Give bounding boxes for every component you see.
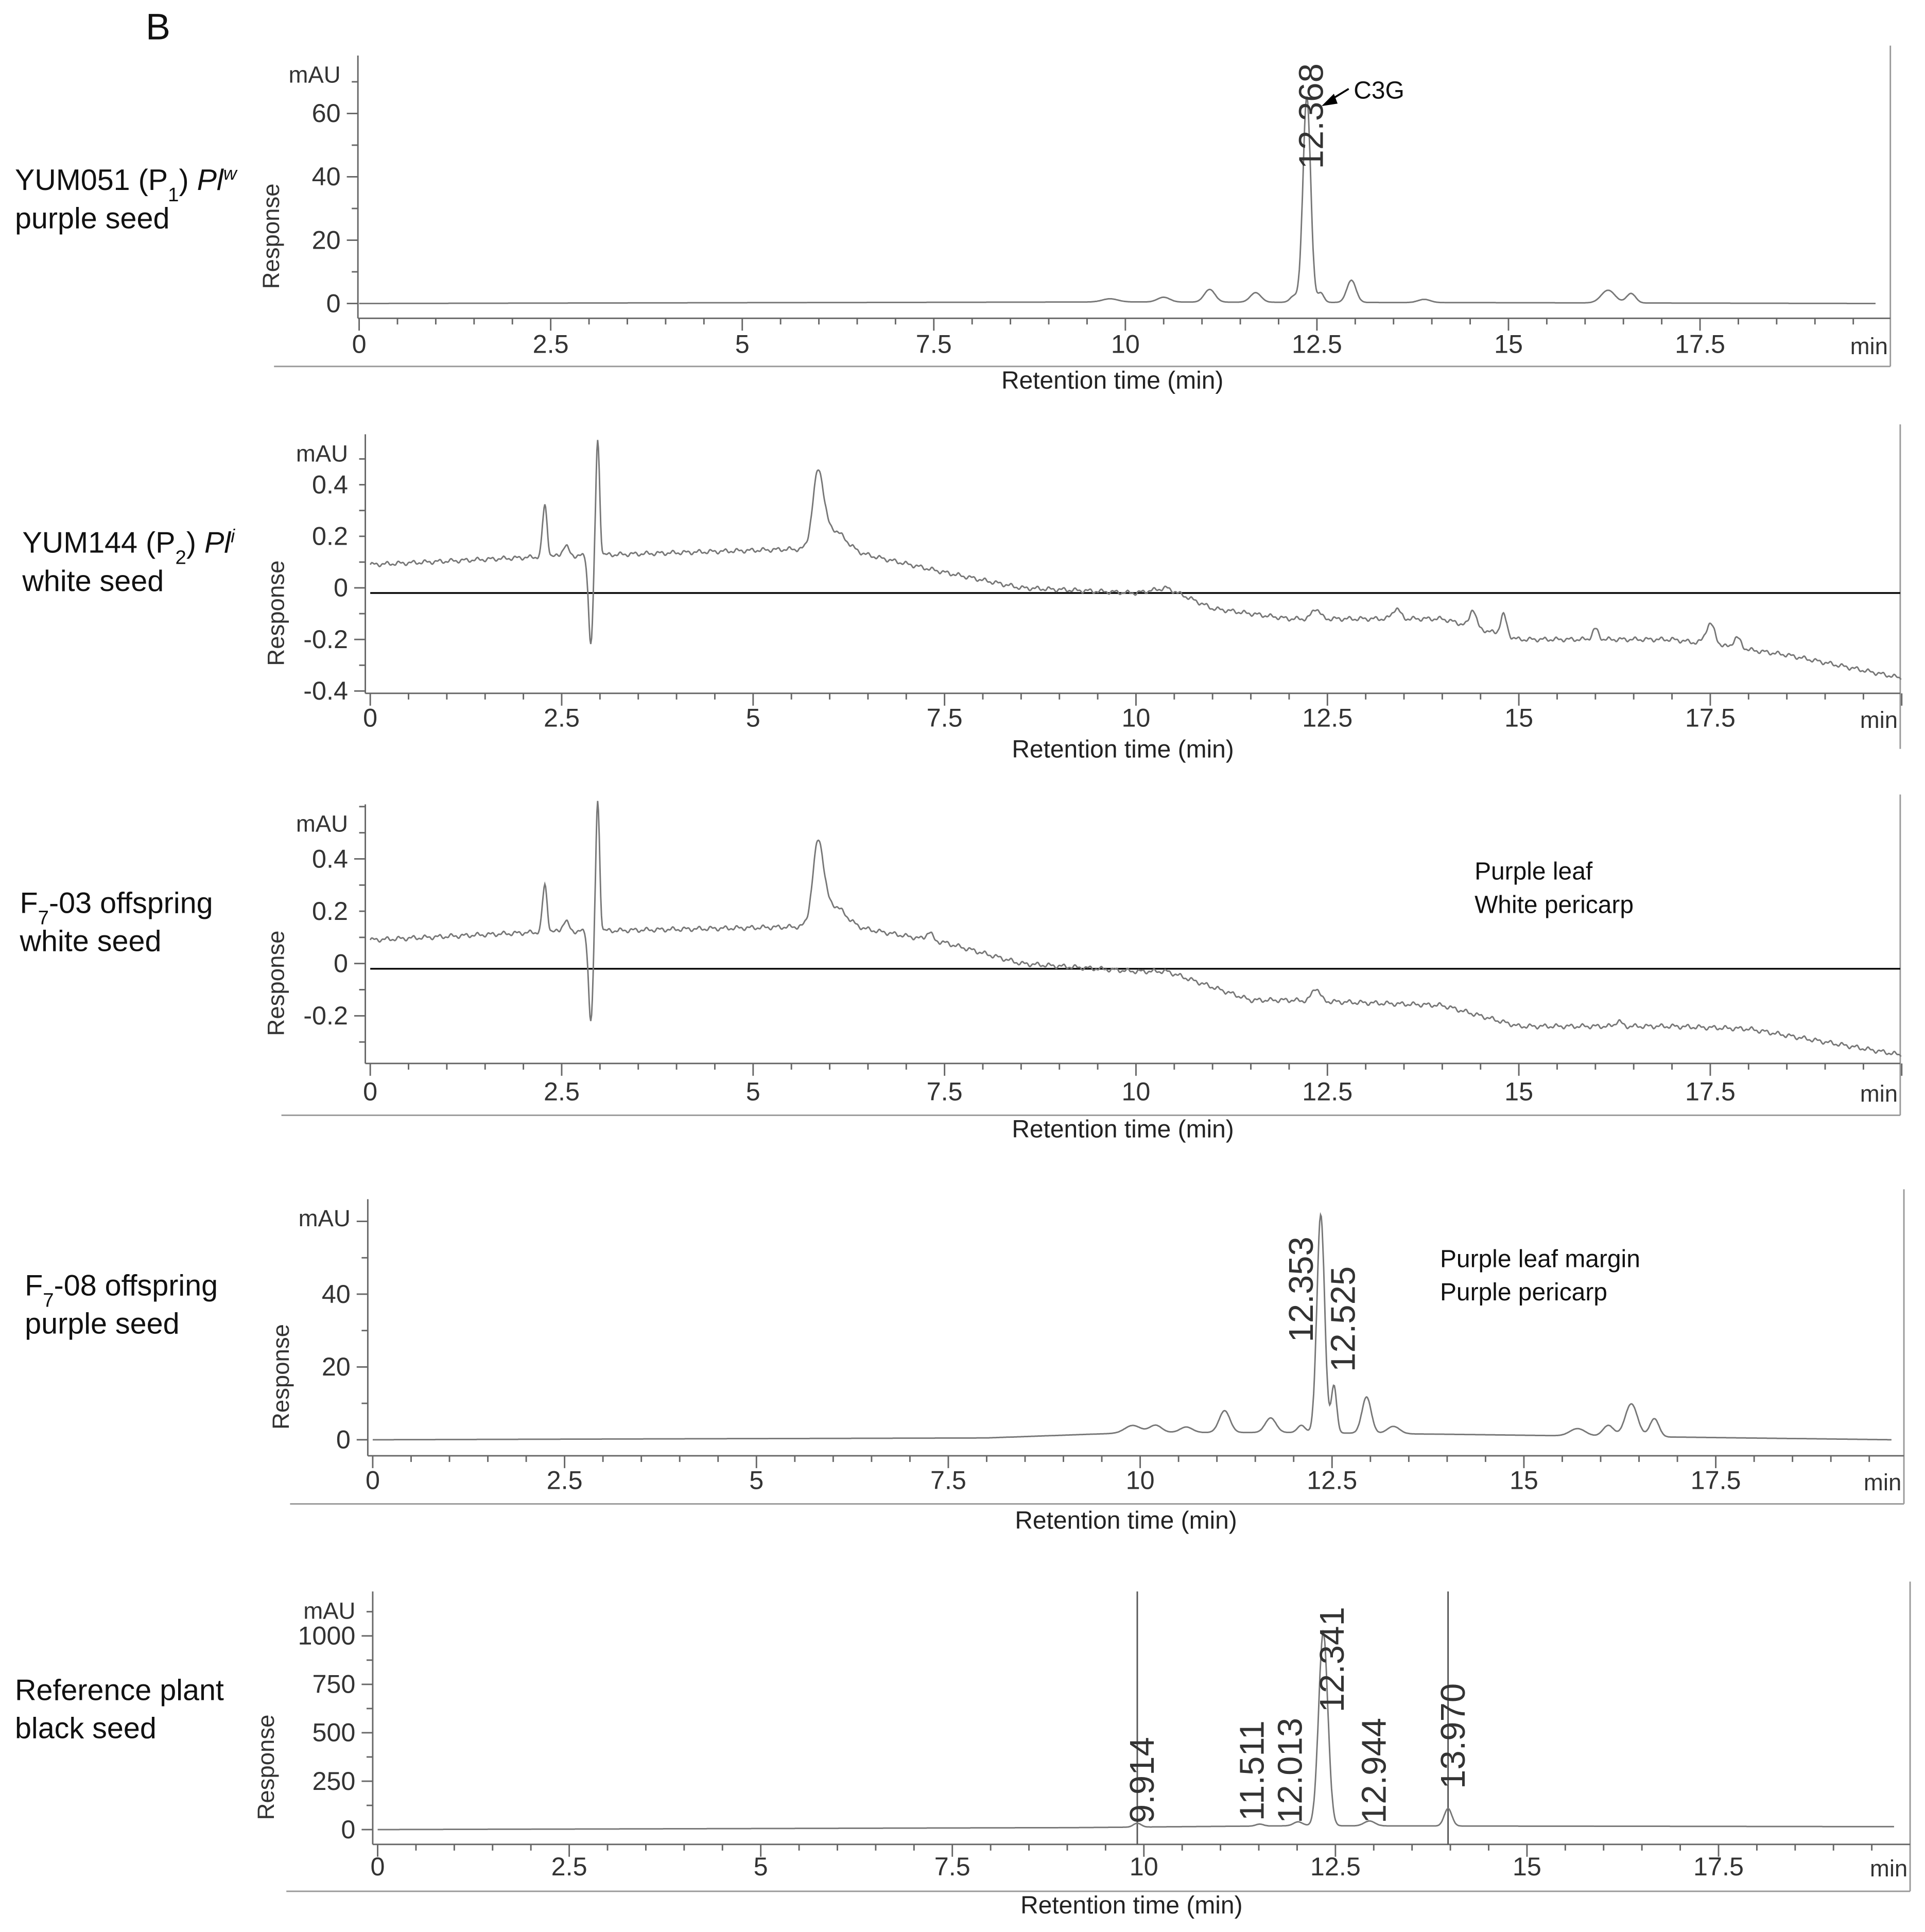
sample-label-line	[15, 1712, 157, 1745]
sample-label-segment: 2	[175, 546, 186, 569]
x-tick-label: 17.5	[1690, 1465, 1741, 1495]
y-axis-title: Response	[267, 1324, 294, 1430]
x-tick-label: 12.5	[1291, 329, 1342, 359]
chromatogram-panel-5	[15, 1581, 1910, 1919]
y-tick-label: 0.2	[312, 521, 349, 551]
sample-label-line	[22, 525, 235, 568]
x-tick-label: 15	[1512, 1851, 1541, 1881]
sample-label-segment: Pl	[204, 526, 231, 560]
sample-label-segment: F	[20, 886, 38, 920]
sample-label-segment: purple seed	[25, 1307, 180, 1341]
y-tick-label: 250	[312, 1766, 356, 1796]
peak-retention-label: 9.914	[1122, 1737, 1161, 1824]
peak-retention-label: 12.353	[1282, 1237, 1321, 1343]
y-unit-label: mAU	[303, 1597, 356, 1624]
sample-label-segment: )	[186, 526, 204, 560]
y-tick-label: 0.4	[312, 469, 349, 499]
chromatogram-panel-3	[20, 794, 1902, 1143]
sample-label-segment: white seed	[22, 564, 164, 598]
y-tick-label: 0	[334, 948, 349, 978]
sample-label-segment: black seed	[14, 1712, 157, 1745]
x-axis-title: Retention time (min)	[1015, 1507, 1237, 1535]
sample-label-segment: w	[223, 162, 237, 184]
sample-label-segment: )	[179, 164, 197, 197]
x-tick-label: 2.5	[544, 1076, 580, 1106]
x-tick-label: 7.5	[934, 1851, 970, 1881]
sample-label-segment: Pl	[197, 164, 223, 197]
x-tick-label: 10	[1121, 703, 1151, 733]
sample-label-segment: Reference plant	[14, 1674, 224, 1707]
chromatogram-panel-4	[25, 1189, 1904, 1534]
y-axis-title: Response	[257, 183, 284, 289]
y-tick-label: 0	[341, 1814, 356, 1844]
chromatogram-trace	[359, 97, 1876, 304]
x-tick-label: 5	[749, 1465, 764, 1495]
peak-retention-label: 12.341	[1313, 1607, 1352, 1713]
x-tick-label: 10	[1129, 1851, 1158, 1881]
panel-note: White pericarp	[1475, 891, 1634, 919]
x-tick-label: 17.5	[1693, 1851, 1744, 1881]
x-tick-label: 12.5	[1302, 703, 1353, 733]
peak-retention-label: 12.368	[1292, 63, 1331, 169]
x-tick-label: 15	[1509, 1465, 1538, 1495]
sample-label-line	[25, 1308, 180, 1341]
x-tick-label: 10	[1121, 1076, 1151, 1106]
sample-label-line	[22, 565, 164, 598]
chromatogram-trace	[370, 801, 1901, 1057]
panel-note: Purple leaf margin	[1440, 1245, 1640, 1273]
y-tick-label: 40	[311, 162, 341, 192]
x-tick-label: 12.5	[1307, 1465, 1358, 1495]
sample-label-line	[15, 202, 170, 235]
y-unit-label: mAU	[296, 810, 349, 837]
x-tick-label: 2.5	[544, 703, 580, 733]
y-tick-label: 0	[326, 288, 341, 318]
x-tick-label: 17.5	[1685, 703, 1736, 733]
peak-retention-label: 12.525	[1324, 1266, 1363, 1372]
panel-note: Purple leaf	[1475, 858, 1593, 885]
x-unit-label: min	[1863, 1469, 1902, 1496]
y-tick-label: 750	[312, 1669, 356, 1699]
y-tick-label: -0.2	[303, 1001, 349, 1031]
y-unit-label: mAU	[288, 61, 341, 88]
x-tick-label: 0	[352, 329, 367, 359]
chromatogram-panel-1	[15, 46, 1891, 394]
x-tick-label: 2.5	[546, 1465, 583, 1495]
sample-label-segment: i	[231, 525, 235, 547]
sample-label-line	[15, 163, 238, 206]
x-tick-label: 5	[745, 1076, 760, 1106]
y-tick-label: 40	[321, 1279, 351, 1309]
peak-retention-label: 11.511	[1233, 1720, 1272, 1821]
sample-label-segment: 1	[168, 183, 179, 206]
sample-label-line	[25, 1269, 218, 1311]
chromatogram-trace	[370, 440, 1901, 680]
y-tick-label: -0.4	[303, 676, 349, 706]
y-tick-label: 1000	[298, 1621, 356, 1650]
sample-label-line	[20, 925, 162, 958]
x-tick-label: 12.5	[1310, 1851, 1361, 1881]
y-tick-label: 20	[321, 1352, 351, 1382]
y-tick-label: -0.2	[303, 624, 349, 654]
x-axis-title: Retention time (min)	[1012, 1116, 1234, 1143]
sample-label-line	[15, 1674, 224, 1707]
x-axis-title: Retention time (min)	[1012, 736, 1234, 763]
peak-retention-label: 13.970	[1433, 1683, 1472, 1789]
x-tick-label: 15	[1494, 329, 1523, 359]
sample-label-segment: -03 offspring	[48, 886, 213, 920]
peak-retention-label: 12.013	[1271, 1717, 1310, 1824]
peak-retention-label: 12.944	[1355, 1717, 1394, 1824]
x-tick-label: 15	[1504, 703, 1534, 733]
sample-label-segment: -08 offspring	[54, 1269, 218, 1302]
x-tick-label: 2.5	[551, 1851, 587, 1881]
y-unit-label: mAU	[296, 440, 349, 467]
x-tick-label: 5	[735, 329, 750, 359]
sample-label-line	[20, 886, 213, 929]
chromatogram-trace	[373, 1215, 1892, 1440]
panel-letter: B	[145, 6, 170, 48]
x-unit-label: min	[1869, 1855, 1908, 1882]
x-tick-label: 5	[753, 1851, 768, 1881]
x-axis-title: Retention time (min)	[1001, 367, 1224, 394]
y-tick-label: 500	[312, 1717, 356, 1747]
sample-label-segment: purple seed	[14, 202, 170, 235]
y-axis-title: Response	[263, 560, 289, 666]
x-unit-label: min	[1860, 1081, 1898, 1107]
panel-note: Purple pericarp	[1440, 1278, 1607, 1306]
x-tick-label: 10	[1111, 329, 1140, 359]
x-tick-label: 12.5	[1302, 1076, 1353, 1106]
y-unit-label: mAU	[298, 1205, 351, 1232]
y-axis-title: Response	[263, 930, 289, 1036]
sample-label-segment: F	[25, 1269, 43, 1302]
sample-label-segment: 7	[38, 906, 49, 929]
y-tick-label: 20	[311, 225, 341, 255]
y-tick-label: 60	[311, 98, 341, 128]
x-unit-label: min	[1860, 706, 1898, 733]
y-tick-label: 0	[336, 1424, 351, 1454]
sample-label-segment: 7	[43, 1289, 54, 1311]
y-tick-label: 0.4	[312, 844, 349, 874]
x-tick-label: 7.5	[930, 1465, 966, 1495]
x-tick-label: 0	[365, 1465, 380, 1495]
x-tick-label: 17.5	[1685, 1076, 1736, 1106]
x-axis-title: Retention time (min)	[1020, 1892, 1243, 1920]
x-tick-label: 15	[1504, 1076, 1534, 1106]
x-tick-label: 7.5	[926, 1076, 963, 1106]
x-tick-label: 17.5	[1675, 329, 1726, 359]
y-axis-title: Response	[253, 1714, 280, 1820]
x-tick-label: 7.5	[926, 703, 963, 733]
sample-label-segment: YUM051 (P	[14, 164, 168, 197]
y-tick-label: 0.2	[312, 896, 349, 926]
x-tick-label: 0	[363, 1076, 378, 1106]
chromatogram-panel-2	[22, 424, 1901, 763]
sample-label-segment: YUM144 (P	[22, 526, 176, 560]
x-tick-label: 0	[370, 1851, 385, 1881]
x-tick-label: 10	[1125, 1465, 1155, 1495]
x-tick-label: 7.5	[915, 329, 952, 359]
compound-label: C3G	[1354, 77, 1404, 105]
sample-label-segment: white seed	[20, 925, 162, 958]
x-tick-label: 0	[363, 703, 378, 733]
y-tick-label: 0	[334, 572, 349, 602]
x-unit-label: min	[1850, 333, 1888, 359]
x-tick-label: 2.5	[532, 329, 569, 359]
x-tick-label: 5	[745, 703, 760, 733]
